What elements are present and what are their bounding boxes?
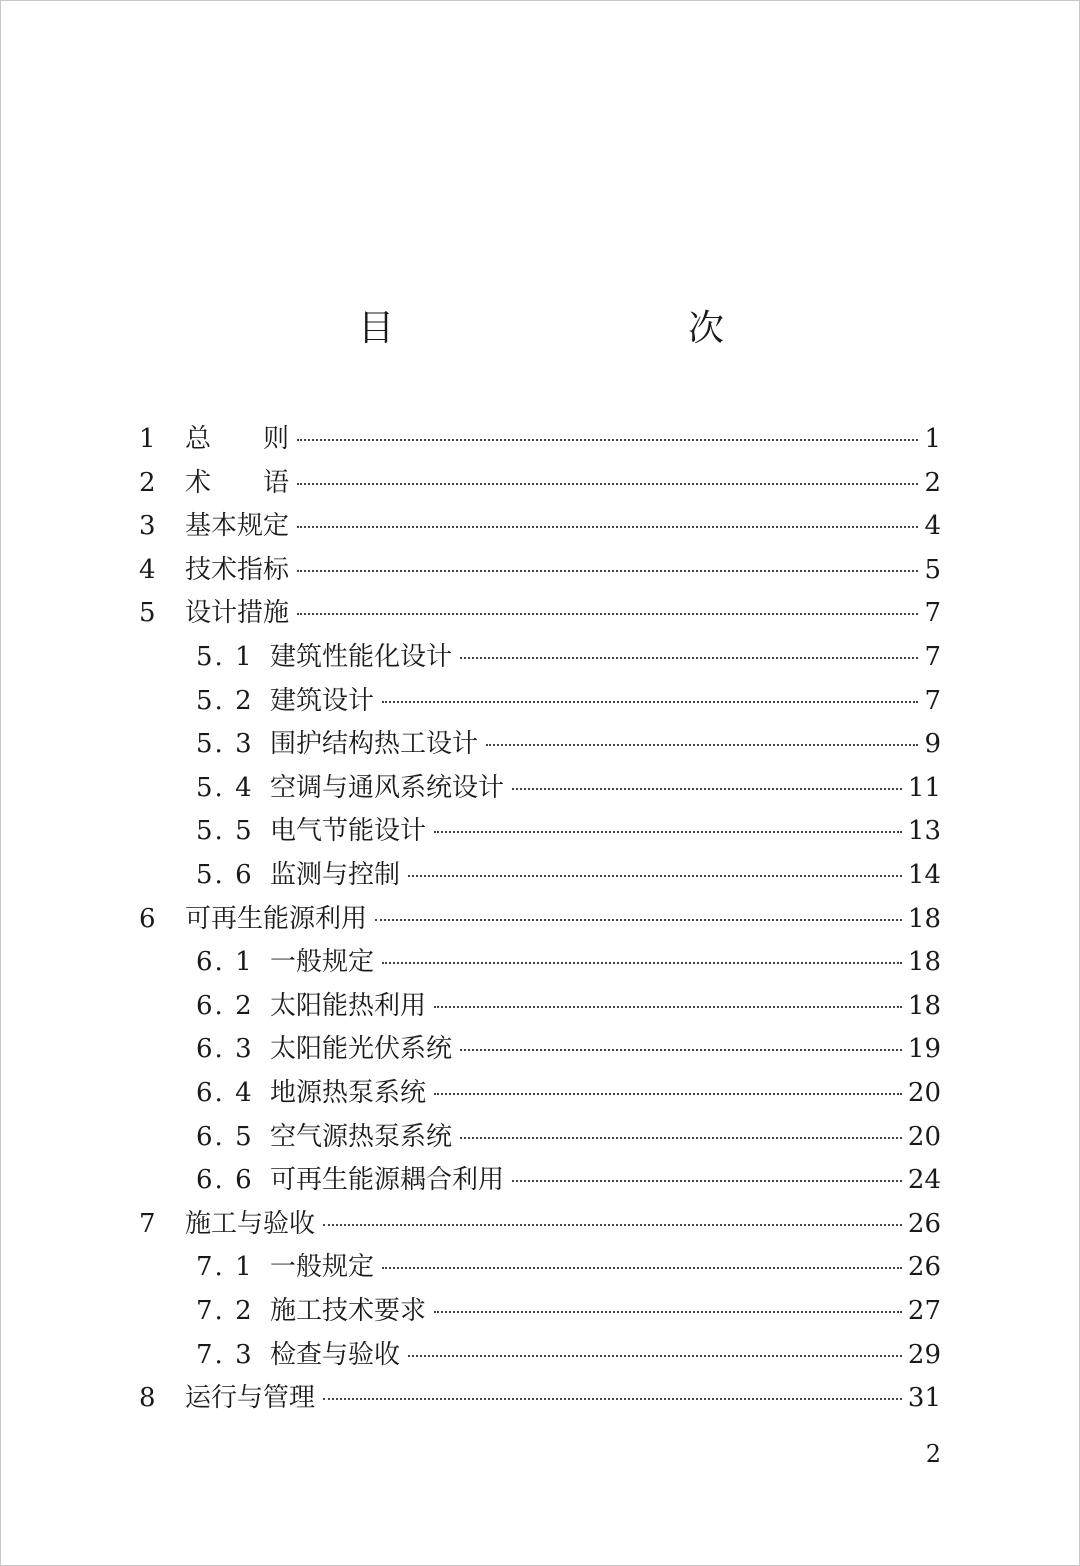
toc-entry-label: 地源热泵系统	[270, 1078, 427, 1108]
toc-entry-page: 13	[907, 816, 941, 847]
toc-entry[interactable]	[139, 508, 941, 544]
page-title: 目 次	[357, 308, 798, 349]
toc-entry-number: 7. 3	[196, 1339, 254, 1370]
toc-entry[interactable]	[196, 683, 941, 719]
toc-entry-number: 5. 4	[196, 772, 254, 803]
toc-entry-page: 7	[924, 685, 941, 716]
toc-entry[interactable]	[196, 857, 941, 893]
toc-entry-number: 6. 6	[196, 1165, 254, 1196]
toc-entry[interactable]	[196, 770, 941, 806]
dot-leader	[297, 613, 918, 615]
toc-entry[interactable]	[139, 595, 941, 631]
dot-leader	[375, 919, 902, 921]
toc-entry-number: 8	[139, 1383, 156, 1414]
toc-entry-page: 18	[907, 903, 941, 934]
toc-entry[interactable]	[196, 726, 941, 762]
toc-entry-label: 运行与管理	[185, 1383, 316, 1414]
toc-entry-number: 2	[139, 467, 156, 498]
toc-entry-page: 19	[907, 1034, 941, 1065]
toc-entry-number: 6. 2	[196, 990, 254, 1021]
toc-entry-page: 20	[907, 1078, 941, 1108]
toc-entry-number: 4	[139, 554, 156, 585]
toc-entry-label: 可再生能源利用	[185, 903, 368, 934]
toc-entry[interactable]	[139, 465, 941, 501]
toc-entry-number: 6. 3	[196, 1034, 254, 1065]
toc-entry[interactable]	[196, 1119, 941, 1155]
toc-entry-label: 一般规定	[270, 1252, 375, 1283]
toc-entry-number: 1	[139, 424, 156, 454]
toc-entry-number: 5. 5	[196, 816, 254, 847]
toc-entry-label: 施工技术要求	[270, 1296, 427, 1326]
toc-entry-number: 7. 2	[196, 1296, 254, 1326]
toc-entry-page: 18	[907, 990, 941, 1021]
toc-entry-number: 6. 5	[196, 1121, 254, 1152]
dot-leader	[434, 1311, 902, 1313]
toc-entry-number: 6	[139, 903, 156, 934]
toc-entry-page: 31	[907, 1383, 941, 1414]
toc-entry-number: 5	[139, 598, 156, 629]
toc-entry-label: 空气源热泵系统	[270, 1121, 453, 1152]
dot-leader	[297, 526, 918, 528]
toc-entry[interactable]	[196, 1162, 941, 1198]
dot-leader	[323, 1398, 902, 1400]
toc-entry-number: 7	[139, 1208, 156, 1239]
toc-entry-label: 太阳能热利用	[270, 990, 427, 1021]
toc-entry-number: 6. 4	[196, 1078, 254, 1108]
toc-entry-number: 5. 1	[196, 642, 254, 672]
toc-entry-label: 检查与验收	[270, 1339, 401, 1370]
toc-entry-page: 7	[924, 642, 941, 672]
toc-entry[interactable]	[196, 813, 941, 849]
toc-entry-page: 26	[907, 1252, 941, 1283]
toc-entry-page: 4	[924, 511, 941, 542]
toc-entry-label: 设计措施	[185, 598, 290, 629]
dot-leader	[408, 875, 902, 877]
toc-entry[interactable]	[196, 1337, 941, 1373]
toc-entry-label: 术 语	[185, 467, 290, 498]
toc-entry[interactable]	[139, 421, 941, 457]
dot-leader	[434, 831, 902, 833]
toc-entry[interactable]	[196, 1293, 941, 1329]
toc-entry[interactable]	[196, 944, 941, 980]
dot-leader	[512, 1180, 902, 1182]
dot-leader	[382, 701, 918, 703]
toc-entry-number: 5. 3	[196, 729, 254, 760]
toc-entry-number: 5. 6	[196, 860, 254, 890]
dot-leader	[512, 788, 902, 790]
dot-leader	[323, 1224, 902, 1226]
toc-entry-number: 7. 1	[196, 1252, 254, 1283]
toc-entry-number: 5. 2	[196, 685, 254, 716]
toc-entry-page: 26	[907, 1208, 941, 1239]
dot-leader	[460, 1049, 902, 1051]
dot-leader	[382, 1267, 902, 1269]
toc-entry-page: 18	[907, 947, 941, 978]
toc-entry-label: 监测与控制	[270, 860, 401, 890]
toc-entry-label: 建筑设计	[270, 685, 375, 716]
toc-entry[interactable]	[196, 639, 941, 675]
toc-entry-label: 围护结构热工设计	[270, 729, 479, 760]
toc-entry-label: 总 则	[185, 424, 290, 454]
toc-entry-page: 7	[924, 598, 941, 629]
toc-entry-label: 一般规定	[270, 947, 375, 978]
toc-entry[interactable]	[196, 988, 941, 1024]
toc-entry-page: 27	[907, 1296, 941, 1326]
dot-leader	[297, 483, 918, 485]
toc-entry[interactable]	[196, 1249, 941, 1285]
toc-entry-number: 3	[139, 511, 156, 542]
toc-entry-label: 空调与通风系统设计	[270, 772, 505, 803]
dot-leader	[434, 1006, 902, 1008]
toc-entry-number: 6. 1	[196, 947, 254, 978]
toc-entry-page: 11	[907, 772, 941, 803]
toc-entry-label: 电气节能设计	[270, 816, 427, 847]
dot-leader	[408, 1355, 902, 1357]
toc-entry[interactable]	[196, 1031, 941, 1067]
toc-entry-label: 技术指标	[185, 554, 290, 585]
toc-entry[interactable]	[139, 901, 941, 937]
toc-entry[interactable]	[139, 1206, 941, 1242]
toc-entry-label: 建筑性能化设计	[270, 642, 453, 672]
dot-leader	[297, 570, 918, 572]
dot-leader	[486, 744, 918, 746]
toc-entry[interactable]	[139, 1380, 941, 1416]
toc-entry-label: 可再生能源耦合利用	[270, 1165, 505, 1196]
toc-entry-label: 太阳能光伏系统	[270, 1034, 453, 1065]
dot-leader	[460, 657, 918, 659]
toc-entry[interactable]	[139, 552, 941, 588]
page-number: 2	[925, 1440, 941, 1468]
toc-entry-page: 5	[924, 554, 941, 585]
dot-leader	[460, 1137, 902, 1139]
toc-entry[interactable]	[196, 1075, 941, 1111]
toc-entry-page: 14	[907, 860, 941, 890]
toc-entry-page: 24	[907, 1165, 941, 1196]
toc-entry-label: 施工与验收	[185, 1208, 316, 1239]
dot-leader	[382, 962, 902, 964]
toc-entry-label: 基本规定	[185, 511, 290, 542]
toc-entry-page: 2	[924, 467, 941, 498]
toc-entry-page: 1	[924, 424, 941, 454]
toc-entry-page: 29	[907, 1339, 941, 1370]
dot-leader	[297, 439, 918, 441]
toc-entry-page: 20	[907, 1121, 941, 1152]
dot-leader	[434, 1093, 902, 1095]
toc-entry-page: 9	[924, 729, 941, 760]
